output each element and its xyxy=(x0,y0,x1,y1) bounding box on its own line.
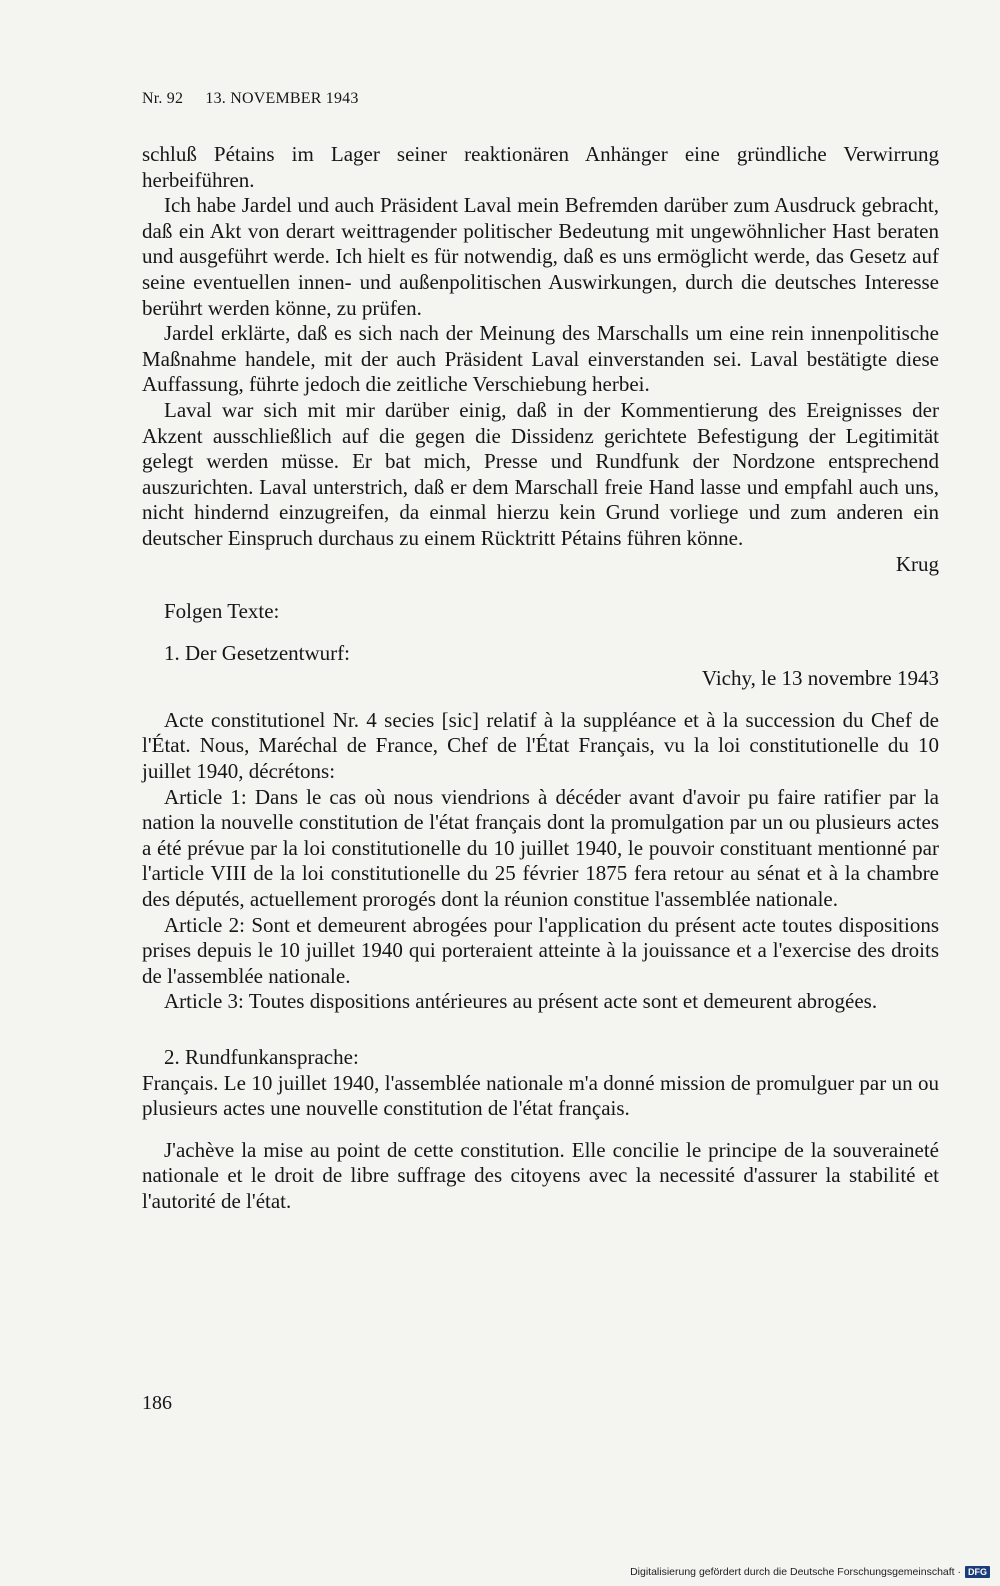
running-header xyxy=(142,90,359,108)
follow-texts-heading: Folgen Texte: xyxy=(164,599,280,624)
place-date-line: Vichy, le 13 novembre 1943 xyxy=(701,666,939,691)
body-text xyxy=(142,142,939,1215)
page-number: 186 xyxy=(142,1392,172,1414)
dfg-logo: DFG xyxy=(965,1566,990,1578)
article-3: Article 3: Toutes dispositions antérieures au présent acte sont et demeurent abrogées. xyxy=(164,989,878,1014)
document-date: 13. NOVEMBER 1943 xyxy=(205,90,359,107)
article-1: Article 1: Dans le cas où nous viendrions à décéder avant d'avoir pu faire ratifier par la nation la nouvelle constitution de l'état français dont la promulgation par un ou plusieurs actes a été prévue par la loi constitutionelle du 10 juillet 1940, le pouvoir constituant mentionné par l'article VIII de la loi constitutionelle du 25 février 1875 fera retour au sénat et à la chambre des députés, actuellement prorogés dont la réunion constitue l'assemblée nationale. xyxy=(142,784,939,912)
radio-paragraph: J'achève la mise au point de cette constitution. Elle concilie le principe de la souveraineté nationale et le droit de libre suffrage des citoyens avec la necessité d'assurer la stabilité et l'autorité de l'état. xyxy=(142,1137,939,1213)
paragraph: Ich habe Jardel und auch Präsident Laval mein Befremden darüber zum Ausdruck gebracht, daß ein Akt von derart weittragender politischer Bedeutung mit ungewöhnlicher Hast beraten und ausgeführt werde. Ich hielt es für notwendig, daß es uns ermöglicht werde, das Gesetz auf seine eventuellen innen- und außenpolitischen Auswirkungen, durch die deutsches Interesse berührt werden könne, zu prüfen. xyxy=(142,193,939,320)
radio-paragraph: Français. Le 10 juillet 1940, l'assemblée nationale m'a donné mission de promulguer par un ou plusieurs actes une nouvelle constitution de l'état français. xyxy=(142,1070,939,1121)
section-heading-law-draft: 1. Der Gesetzentwurf: xyxy=(164,640,351,665)
paragraph: Jardel erklärte, daß es sich nach der Meinung des Marschalls um eine rein innenpolitische Maßnahme handele, mit der auch Präsident Laval einverstanden sei. Laval bestätigte diese Auffassung, führte jedoch die zeitliche Verschiebung herbei. xyxy=(142,321,939,397)
digitization-credit xyxy=(630,1566,990,1578)
credit-text: Digitalisierung gefördert durch die Deutsche Forschungsgemeinschaft · xyxy=(630,1566,961,1578)
acte-preamble: Acte constitutionel Nr. 4 secies [sic] relatif à la suppléance et à la succession du Chef de l'État. Nous, Maréchal de France, Chef de l'État Français, vu la loi constitutionelle du 10 juillet 1940, décrétons: xyxy=(142,707,939,784)
article-2: Article 2: Sont et demeurent abrogées pour l'application du présent acte toutes dispositions prises depuis le 10 juillet 1940 qui porteraient atteinte à la jouissance et a l'exercise des droits de l'assemblée nationale. xyxy=(142,912,939,988)
signature: Krug xyxy=(895,551,939,576)
paragraph: Laval war sich mit mir darüber einig, daß in der Kommentierung des Ereignisses der Akzent ausschließlich auf die gegen die Dissidenz gerichtete Befestigung der Legitimität gelegt werden müsse. Er bat mich, Presse und Rundfunk der Nordzone entsprechend auszurichten. Laval unterstrich, daß er dem Marschall freie Hand lasse und empfahl auch uns, nicht hindernd einzugreifen, da einmal hierzu kein Grund vorliege und zum anderen ein deutscher Einspruch durchaus zu einem Rücktritt Pétains führen könne. xyxy=(142,397,939,550)
document-number: Nr. 92 xyxy=(142,90,184,107)
section-heading-radio-address: 2. Rundfunkansprache: xyxy=(164,1045,359,1069)
paragraph-continuation: schluß Pétains im Lager seiner reaktionären Anhänger eine gründliche Verwirrung herbeiführen. xyxy=(142,142,939,192)
